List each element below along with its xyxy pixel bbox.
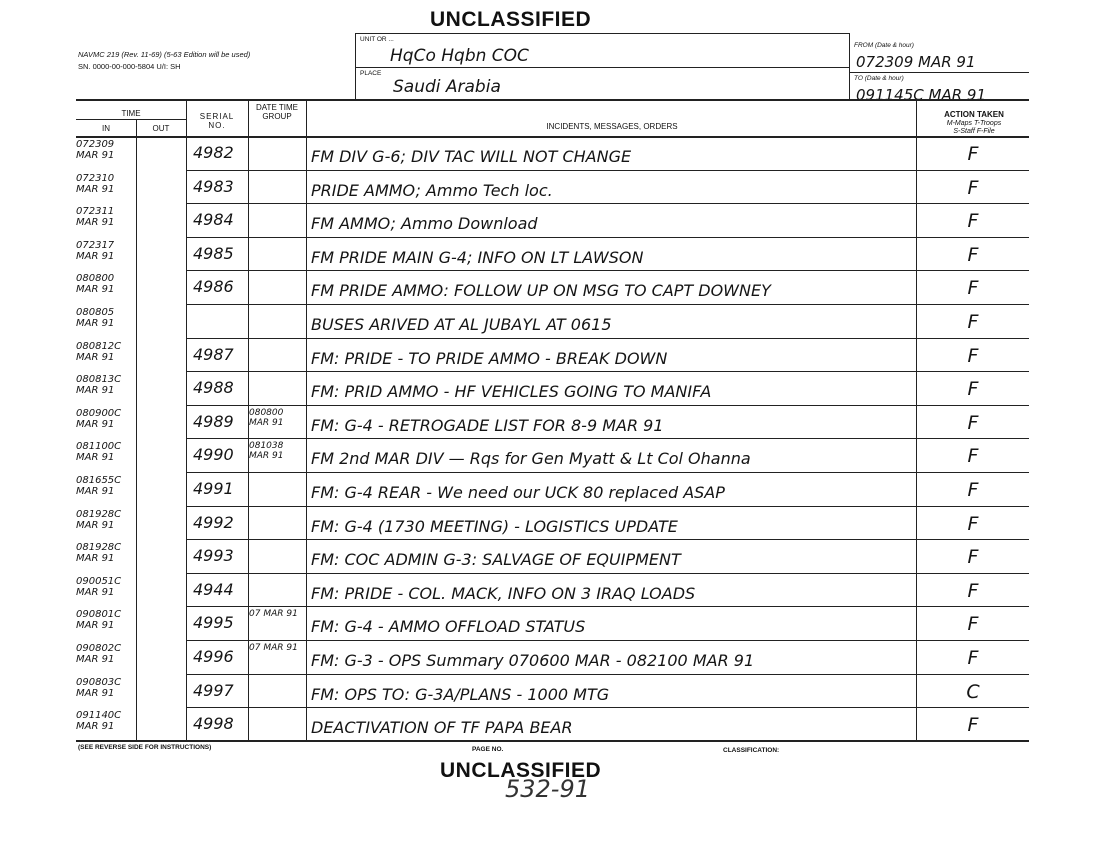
table-row xyxy=(0,675,1099,709)
header-action-codes-2: S-Staff F-File xyxy=(953,128,995,135)
action-taken-cell: F xyxy=(967,378,979,401)
form-stock-number: SN. 0000-00-000-5804 U/I: SH xyxy=(78,62,181,71)
serial-no-cell: 4998 xyxy=(193,714,234,734)
header-time: TIME xyxy=(121,109,141,118)
to-label: TO (Date & hour) xyxy=(854,75,904,82)
serial-no-cell: 4991 xyxy=(193,479,234,498)
header-dtg: DATE TIME GROUP xyxy=(256,103,298,121)
time-in-cell: 080900C MAR 91 xyxy=(76,407,122,430)
time-in-cell: 081928C MAR 91 xyxy=(76,508,122,531)
unit-label: UNIT OR ... xyxy=(360,36,394,43)
unit-value: HqCo Hqbn COC xyxy=(390,46,529,66)
classification-bottom: UNCLASSIFIED xyxy=(440,759,602,782)
page-number-stamp: 532-91 xyxy=(505,775,591,803)
action-taken-cell: F xyxy=(967,411,979,434)
footer-instructions: (SEE REVERSE SIDE FOR INSTRUCTIONS) xyxy=(78,744,212,751)
table-row xyxy=(0,507,1099,541)
from-value: 072309 MAR 91 xyxy=(856,53,976,71)
serial-no-cell: 4995 xyxy=(193,613,234,633)
action-taken-cell: F xyxy=(967,714,979,737)
table-row xyxy=(0,574,1099,608)
incident-message-cell: FM: G-3 - OPS Summary 070600 MAR - 082100 MAR 91 xyxy=(311,651,755,670)
from-label: FROM (Date & hour) xyxy=(854,42,914,49)
serial-no-cell: 4997 xyxy=(193,680,234,700)
serial-no-cell: 4996 xyxy=(193,647,234,666)
serial-no-cell: 4986 xyxy=(193,277,234,297)
action-taken-cell: F xyxy=(967,344,979,367)
time-in-cell: 081100C MAR 91 xyxy=(76,441,122,464)
incident-message-cell: DEACTIVATION OF TF PAPA BEAR xyxy=(311,718,573,738)
date-time-group-cell: 080800 MAR 91 xyxy=(249,407,284,428)
action-taken-cell: F xyxy=(967,579,979,602)
header-out: OUT xyxy=(152,124,170,133)
incident-message-cell: FM DIV G-6; DIV TAC WILL NOT CHANGE xyxy=(311,147,632,166)
table-row xyxy=(0,305,1099,339)
table-row xyxy=(0,540,1099,574)
date-time-group-cell: 07 MAR 91 xyxy=(249,643,298,653)
table-row xyxy=(0,372,1099,406)
serial-no-cell: 4990 xyxy=(193,445,234,465)
time-in-cell: 072317 MAR 91 xyxy=(76,239,115,262)
time-in-cell: 072309 MAR 91 xyxy=(76,139,115,161)
time-in-cell: 090802C MAR 91 xyxy=(76,643,122,665)
action-taken-cell: F xyxy=(967,277,979,300)
table-row xyxy=(0,641,1099,675)
action-taken-cell: F xyxy=(967,311,979,333)
serial-no-cell: 4944 xyxy=(193,579,234,599)
time-in-cell: 080812C MAR 91 xyxy=(76,340,122,363)
incident-message-cell: BUSES ARIVED AT AL JUBAYL AT 0615 xyxy=(311,315,612,334)
classification-top: UNCLASSIFIED xyxy=(430,8,592,31)
serial-no-cell: 4984 xyxy=(193,210,234,230)
time-in-cell: 081655C MAR 91 xyxy=(76,475,122,497)
incident-message-cell: FM AMMO; Ammo Download xyxy=(311,214,538,234)
serial-no-cell: 4987 xyxy=(193,344,234,364)
header-action-codes-1: M-Maps T-Troops xyxy=(946,120,1002,127)
incident-message-cell: FM: G-4 REAR - We need our UCK 80 replaced ASAP xyxy=(311,483,725,502)
action-taken-cell: F xyxy=(967,210,979,233)
time-in-cell: 072311 MAR 91 xyxy=(76,206,115,229)
incident-message-cell: FM: G-4 - RETROGADE LIST FOR 8-9 MAR 91 xyxy=(311,415,664,435)
time-in-cell: 090801C MAR 91 xyxy=(76,609,122,632)
action-taken-cell: F xyxy=(967,546,979,569)
time-in-cell: 090803C MAR 91 xyxy=(76,676,122,699)
table-row xyxy=(0,607,1099,641)
header-in: IN xyxy=(102,124,110,133)
footer-classification-label: CLASSIFICATION: xyxy=(723,747,780,754)
table-row xyxy=(0,473,1099,507)
table-row xyxy=(0,137,1099,171)
time-in-cell: 080800 MAR 91 xyxy=(76,273,115,296)
table-row xyxy=(0,406,1099,440)
action-taken-cell: F xyxy=(967,176,979,199)
action-taken-cell: F xyxy=(967,479,979,501)
serial-no-cell: 4988 xyxy=(193,378,234,398)
date-time-group-cell: 07 MAR 91 xyxy=(249,609,298,620)
table-row xyxy=(0,238,1099,272)
incident-message-cell: FM PRIDE AMMO: FOLLOW UP ON MSG TO CAPT DOWNEY xyxy=(311,281,771,301)
incident-message-cell: PRIDE AMMO; Ammo Tech loc. xyxy=(311,180,553,200)
time-in-cell: 091140C MAR 91 xyxy=(76,710,122,733)
to-value: 091145C MAR 91 xyxy=(856,86,986,104)
incident-message-cell: FM: PRIDE - COL. MACK, INFO ON 3 IRAQ LOADS xyxy=(311,583,696,603)
incident-message-cell: FM: COC ADMIN G-3: SALVAGE OF EQUIPMENT xyxy=(311,550,681,570)
serial-no-cell: 4985 xyxy=(193,243,234,263)
time-in-cell: 090051C MAR 91 xyxy=(76,575,122,598)
action-taken-cell: F xyxy=(967,647,979,669)
footer-page-no-label: PAGE NO. xyxy=(472,746,504,753)
place-value: Saudi Arabia xyxy=(393,77,501,97)
table-row xyxy=(0,204,1099,238)
incident-message-cell: FM PRIDE MAIN G-4; INFO ON LT LAWSON xyxy=(311,247,644,267)
table-row xyxy=(0,171,1099,205)
serial-no-cell: 4982 xyxy=(193,143,234,162)
incident-message-cell: FM: PRIDE - TO PRIDE AMMO - BREAK DOWN xyxy=(311,348,668,368)
header-incidents: INCIDENTS, MESSAGES, ORDERS xyxy=(546,122,678,131)
serial-no-cell: 4993 xyxy=(193,546,234,566)
incident-message-cell: FM: G-4 - AMMO OFFLOAD STATUS xyxy=(311,617,586,637)
date-time-group-cell: 081038 MAR 91 xyxy=(249,441,284,462)
action-taken-cell: C xyxy=(966,680,980,703)
action-taken-cell: F xyxy=(967,243,979,266)
time-in-cell: 081928C MAR 91 xyxy=(76,542,122,565)
table-row xyxy=(0,439,1099,473)
incident-message-cell: FM: OPS TO: G-3A/PLANS - 1000 MTG xyxy=(311,684,610,704)
serial-no-cell: 4989 xyxy=(193,411,234,431)
table-row xyxy=(0,708,1099,742)
serial-no-cell: 4983 xyxy=(193,176,234,196)
header-serial: SERIAL NO. xyxy=(199,112,235,130)
incident-message-cell: FM: PRID AMMO - HF VEHICLES GOING TO MANIFA xyxy=(311,382,712,402)
action-taken-cell: F xyxy=(967,512,979,535)
form-number: NAVMC 219 (Rev. 11-69) (5-63 Edition will be used) xyxy=(78,50,251,59)
time-in-cell: 072310 MAR 91 xyxy=(76,172,115,195)
incident-message-cell: FM 2nd MAR DIV — Rqs for Gen Myatt & Lt Col Ohanna xyxy=(311,449,751,469)
table-row xyxy=(0,271,1099,305)
place-label: PLACE xyxy=(360,70,382,77)
serial-no-cell: 4992 xyxy=(193,512,234,532)
table-row xyxy=(0,339,1099,373)
header-action-taken: ACTION TAKEN xyxy=(944,110,1004,119)
time-in-cell: 080805 MAR 91 xyxy=(76,307,115,329)
action-taken-cell: F xyxy=(967,143,979,165)
time-in-cell: 080813C MAR 91 xyxy=(76,374,122,397)
action-taken-cell: F xyxy=(967,613,979,636)
incident-message-cell: FM: G-4 (1730 MEETING) - LOGISTICS UPDATE xyxy=(311,516,678,536)
action-taken-cell: F xyxy=(967,445,979,468)
